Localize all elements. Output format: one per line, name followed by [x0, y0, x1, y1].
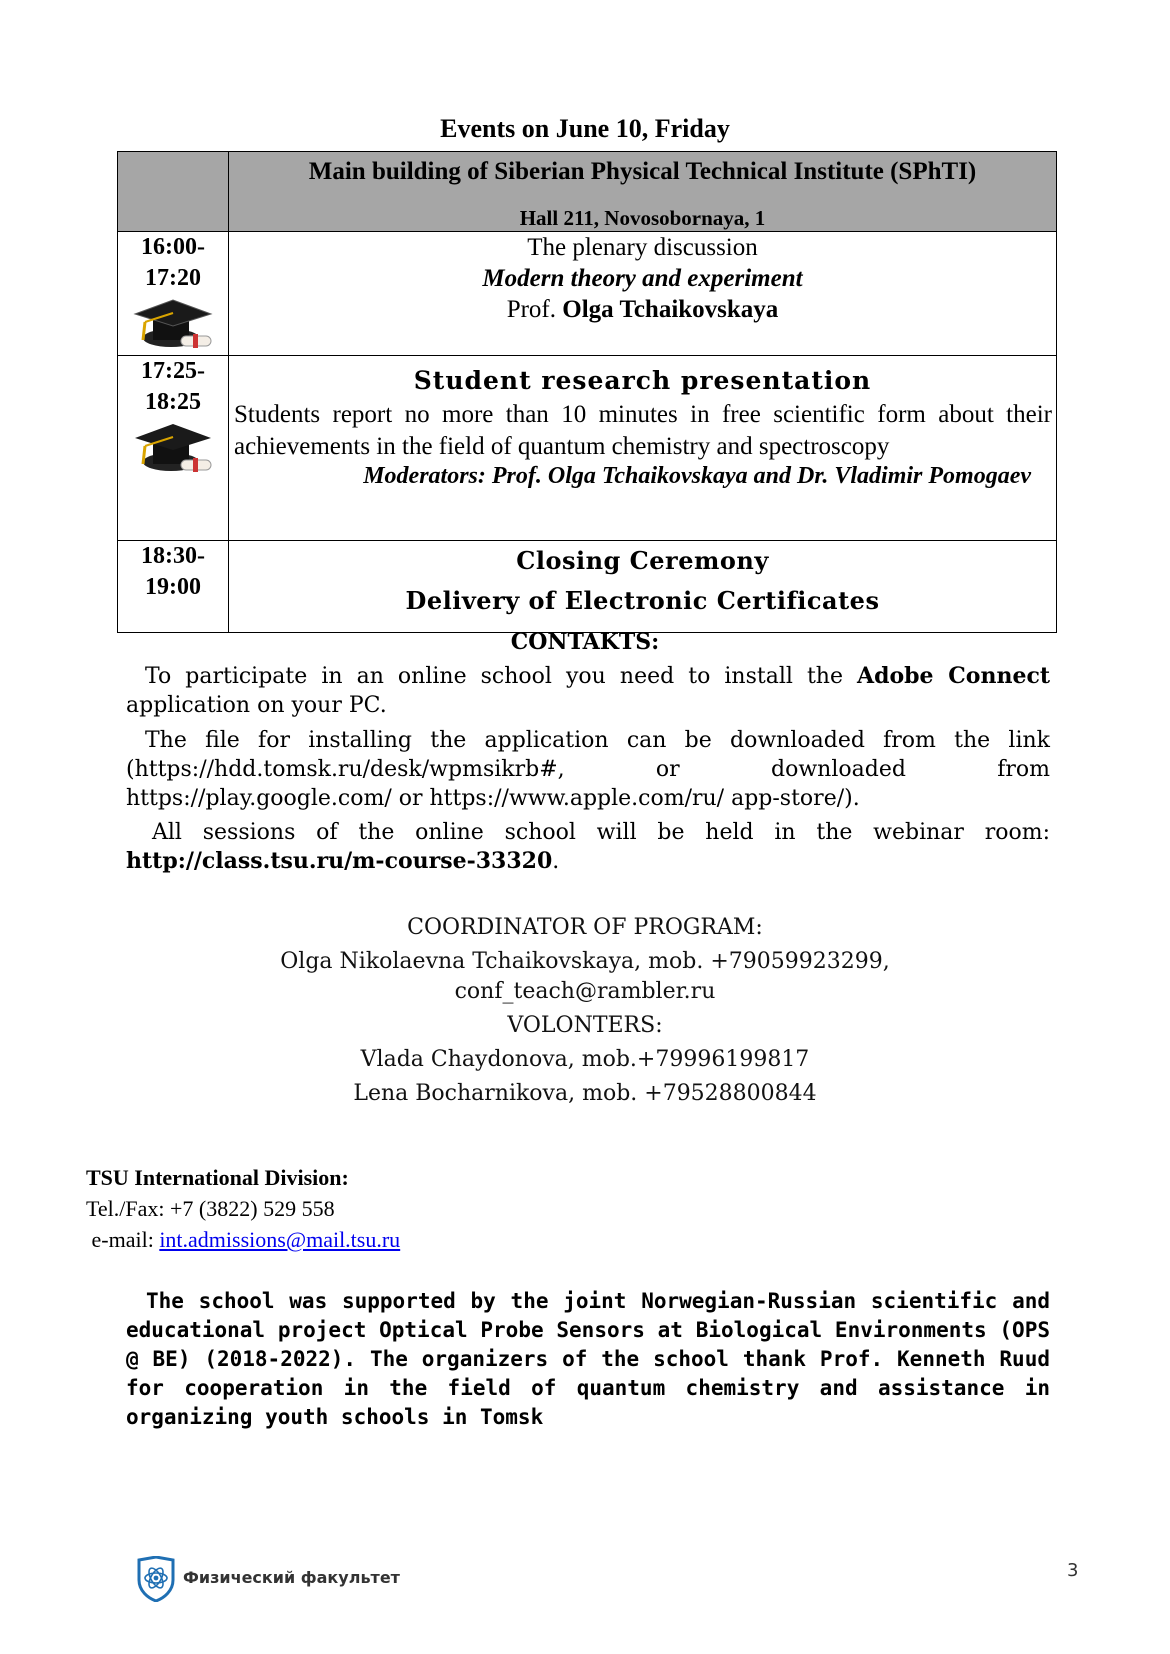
- header-empty-cell: [118, 152, 229, 232]
- table-header-row: [118, 152, 1057, 232]
- install-text: To participate in an online school you need to install the: [145, 664, 858, 689]
- physics-faculty-shield-icon: [136, 1556, 176, 1602]
- student-research-cell: [229, 356, 1057, 541]
- speaker-name: Olga Tchaikovskaya: [562, 296, 779, 323]
- coordinator-email: conf_teach@rambler.ru: [454, 979, 716, 1004]
- volunteer-1: Vlada Chaydonova, mob.+79996199817: [360, 1047, 810, 1072]
- time-cell: [118, 541, 229, 633]
- closing-ceremony-cell: [229, 541, 1057, 633]
- webinar-text-end: .: [552, 849, 560, 874]
- graduation-cap-icon: [131, 296, 215, 350]
- time-start: 18:30-: [141, 543, 205, 569]
- contacts-heading: CONTAKTS:: [510, 629, 660, 655]
- moderators: Moderators: Prof. Olga Tchaikovskaya and Dr. Vladimir Pomogaev: [363, 463, 1031, 489]
- table-row: [118, 356, 1057, 541]
- time-start: 16:00-: [141, 234, 205, 260]
- adobe-connect-label: Adobe Connect: [857, 663, 1050, 689]
- plenary-speaker: [229, 294, 1056, 325]
- international-email-link[interactable]: int.admissions@mail.tsu.ru: [159, 1227, 401, 1252]
- events-title: Events on June 10, Friday: [440, 114, 730, 143]
- venue-title: Main building of Siberian Physical Technical Institute (SPhTI): [308, 158, 977, 185]
- international-tel: Tel./Fax: +7 (3822) 529 558: [86, 1196, 335, 1221]
- closing-ceremony-title: Closing Ceremony: [516, 546, 769, 575]
- international-email-line: [86, 1224, 400, 1255]
- plenary-cell: [229, 232, 1057, 356]
- table-row: [118, 232, 1057, 356]
- table-row: [118, 541, 1057, 633]
- faculty-name: Физический факультет: [183, 1568, 400, 1587]
- plenary-topic: Modern theory and experiment: [482, 265, 803, 292]
- webinar-text: All sessions of the online school will be held in the webinar room:: [152, 820, 1050, 845]
- graduation-cap-icon: [131, 420, 215, 474]
- student-research-description: Students report no more than 10 minutes in free scientific form about their achievements in the field of quantum chemistry and spectroscopy: [234, 401, 1052, 460]
- page-number: 3: [1067, 1560, 1079, 1581]
- volunteers-heading: VOLONTERS:: [507, 1013, 663, 1038]
- certificates-line: Delivery of Electronic Certificates: [405, 586, 880, 615]
- international-title: TSU International Division:: [86, 1165, 349, 1190]
- webinar-link[interactable]: http://class.tsu.ru/m-course-33320: [126, 848, 553, 874]
- plenary-title: The plenary discussion: [527, 234, 758, 261]
- venue-hall: Hall 211, Novosobornaya, 1: [519, 206, 766, 230]
- time-end: 18:25: [145, 389, 201, 415]
- speaker-prefix: Prof.: [506, 296, 563, 323]
- time-end: 17:20: [145, 265, 201, 291]
- install-paragraph: [126, 662, 1050, 720]
- coordinator-name: Olga Nikolaevna Tchaikovskaya, mob. +79059923299,: [280, 949, 890, 974]
- download-paragraph: The file for installing the application can be downloaded from the link (https://hdd.tomsk.ru/desk/wpmsikrb#, or downloaded from https://play.google.com/ or https://www.apple.com/ru/ app-store/).: [126, 728, 1050, 811]
- time-start: 17:25-: [141, 358, 205, 384]
- schedule-table: [117, 151, 1057, 633]
- student-research-title: Student research presentation: [413, 366, 872, 395]
- volunteer-2: Lena Bocharnikova, mob. +79528800844: [353, 1081, 817, 1106]
- time-cell: [118, 356, 229, 541]
- webinar-paragraph: [126, 818, 1050, 876]
- header-venue-cell: [229, 152, 1057, 232]
- time-end: 19:00: [145, 574, 201, 600]
- install-text-end: application on your PC.: [126, 693, 387, 718]
- email-label: e-mail:: [86, 1227, 160, 1252]
- coordinator-heading: COORDINATOR OF PROGRAM:: [407, 915, 763, 940]
- international-division: [86, 1162, 400, 1255]
- time-cell: [118, 232, 229, 356]
- support-paragraph: The school was supported by the joint Norwegian-Russian scientific and educational project Optical Probe Sensors at Biological Environments (OPS @ BE) (2018-2022). The organizers of the school thank Prof. Kenneth Ruud for cooperation in the field of quantum chemistry and assistance in organizing youth schools in Tomsk: [126, 1289, 1050, 1429]
